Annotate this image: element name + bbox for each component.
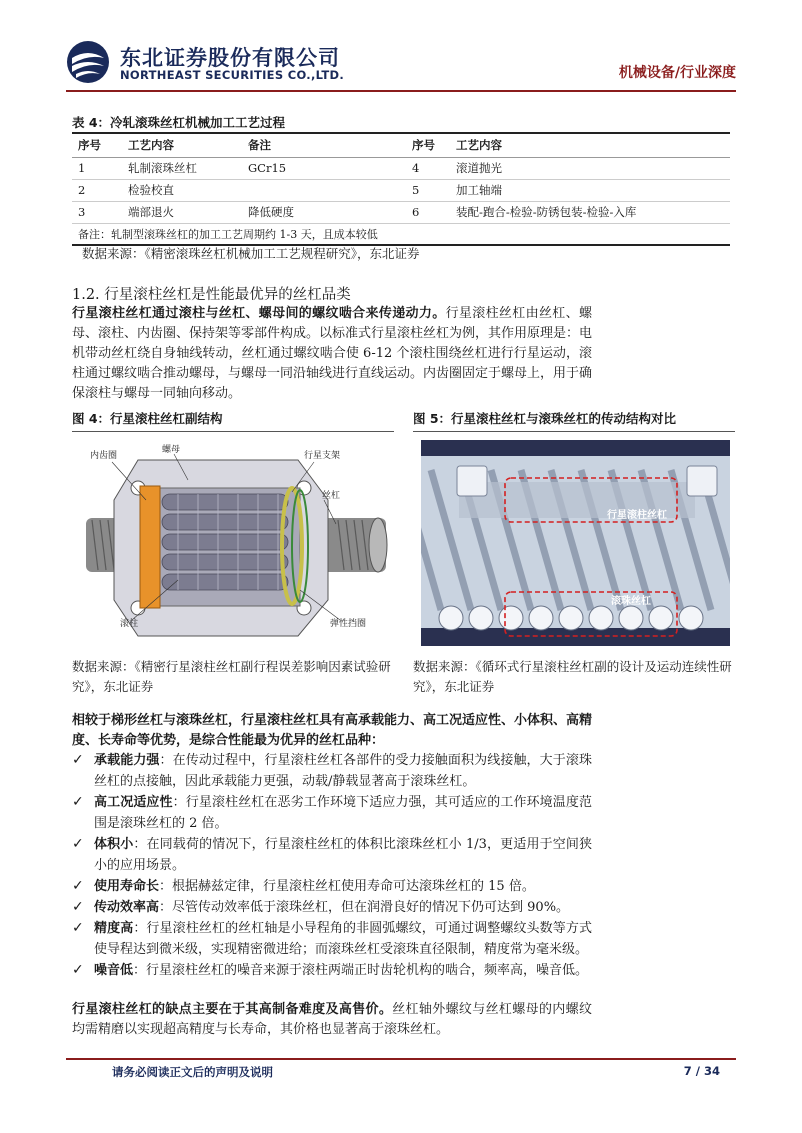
page-header — [66, 38, 736, 88]
list-item — [72, 834, 592, 876]
section-paragraph — [72, 304, 592, 404]
table-cell: 轧制滚珠丝杠 — [122, 157, 242, 179]
table-cell: 1 — [72, 157, 122, 179]
label-ball-screw: 滚珠丝杠 — [611, 596, 651, 607]
paragraph-text: 行星滚柱丝杠由丝杠、螺母、滚柱、内齿圈、保持架等零部件构成。以标准式行星滚柱丝杠为例，其作用原理是：电机带动丝杠绕自身轴线转动，丝杠通过螺纹啮合使 6-12 个滚柱围绕丝杠进行行星运动，滚柱通过螺纹啮合推动螺母，与螺母一同沿轴线进行直线运动。内齿圈固定于螺母上，用于确保滚柱与螺母一同轴向移动。 — [72, 306, 593, 401]
table-header-cell: 序号 — [406, 133, 450, 157]
table-header-cell: 备注 — [242, 133, 406, 157]
label-ring-gear: 内齿圈 — [90, 451, 118, 461]
check-icon: ✓ — [72, 794, 84, 810]
list-item — [72, 960, 592, 981]
table-cell: 5 — [406, 179, 450, 201]
list-item — [72, 918, 592, 960]
figure-5-source: 数据来源：《循环式行星滚柱丝杠副的设计及运动连续性研究》，东北证券 — [413, 659, 732, 694]
table-header-cell: 序号 — [72, 133, 122, 157]
list-item-title: 噪音低 — [94, 963, 134, 978]
label-screw: 丝杠 — [322, 491, 341, 501]
list-item-text: ：在同载荷的情况下，行星滚柱丝杠的体积比滚珠丝杠小 1/3，更适用于空间狭小的应用场景。 — [94, 837, 592, 873]
planetary-roller-screw-diagram — [78, 440, 396, 650]
list-item-title: 承载能力强 — [94, 753, 160, 768]
figure-4-title: 图 4：行星滚柱丝杠副结构 — [72, 409, 394, 432]
table-header-cell: 工艺内容 — [450, 133, 730, 157]
list-item-title: 传动效率高 — [94, 900, 160, 915]
figure-5-title: 图 5：行星滚柱丝杠与滚珠丝杠的传动结构对比 — [413, 409, 735, 432]
table-row — [72, 201, 730, 223]
list-item-text: ：行星滚柱丝杠的丝杠轴是小导程角的非圆弧螺纹，可通过调整螺纹头数等方式使导程达到微米级，实现精密微进给；而滚珠丝杠受滚珠直径限制，精度常为毫米级。 — [94, 921, 592, 957]
check-icon: ✓ — [72, 878, 84, 894]
list-item-text: ：尽管传动效率低于滚珠丝杠，但在润滑良好的情况下仍可达到 90%。 — [159, 900, 570, 915]
check-icon: ✓ — [72, 899, 84, 915]
table-header-row — [72, 133, 730, 157]
process-table — [72, 132, 730, 246]
list-item-title: 精度高 — [94, 921, 134, 936]
footer-disclaimer: 请务必阅读正文后的声明及说明 — [112, 1065, 273, 1079]
table-title: 表 4：冷轧滚珠丝杠机械加工工艺过程 — [72, 115, 286, 130]
label-roller: 滚柱 — [120, 619, 139, 629]
footer-divider — [66, 1058, 736, 1060]
list-item — [72, 750, 592, 792]
table-cell: 4 — [406, 157, 450, 179]
label-nut: 螺母 — [162, 445, 181, 455]
screw-comparison-photo — [421, 440, 730, 646]
paragraph-lead: 行星滚柱丝杠通过滚柱与丝杠、螺母间的螺纹啮合来传递动力。 — [72, 306, 446, 321]
figure-4-source: 数据来源：《精密行星滚柱丝杠副行程误差影响因素试验研究》，东北证券 — [72, 659, 391, 694]
label-roller-screw: 行星滚柱丝杠 — [607, 510, 667, 521]
company-name-en: NORTHEAST SECURITIES CO.,LTD. — [120, 68, 344, 82]
label-carrier: 行星支架 — [304, 451, 341, 461]
page-number: 7 / 34 — [683, 1064, 720, 1078]
table-header-cell: 工艺内容 — [122, 133, 242, 157]
list-item — [72, 876, 592, 897]
table-cell: 检验校直 — [122, 179, 242, 201]
table-cell: 3 — [72, 201, 122, 223]
advantages-list — [72, 750, 592, 981]
drawback-paragraph — [72, 1000, 592, 1040]
table-row — [72, 179, 730, 201]
table-cell: 6 — [406, 201, 450, 223]
check-icon: ✓ — [72, 920, 84, 936]
table-cell: GCr15 — [242, 157, 406, 179]
report-category: 机械设备/行业深度 — [618, 65, 736, 81]
drawback-lead: 行星滚柱丝杠的缺点主要在于其高制备难度及高售价。 — [72, 1002, 393, 1017]
list-item-text: ：根据赫兹定律，行星滚柱丝杠使用寿命可达滚珠丝杠的 15 倍。 — [159, 879, 535, 894]
table-cell — [242, 179, 406, 201]
advantages-intro-text: 相较于梯形丝杠与滚珠丝杠，行星滚柱丝杠具有高承载能力、高工况适应性、小体积、高精度、长寿命等优势，是综合性能最为优异的丝杠品种： — [72, 713, 593, 748]
list-item-text: ：行星滚柱丝杠在恶劣工作环境下适应力强，其可适应的工作环境温度范围是滚珠丝杠的 2 倍。 — [94, 795, 592, 831]
table-note-row — [72, 223, 730, 245]
table-cell: 滚道抛光 — [450, 157, 730, 179]
check-icon: ✓ — [72, 752, 84, 768]
drawback-text: 丝杠轴外螺纹与丝杠螺母的内螺纹均需精磨以实现超高精度与长寿命，其价格也显著高于滚珠丝杠。 — [72, 1002, 592, 1037]
company-name-cn: 东北证券股份有限公司 — [120, 46, 340, 70]
table-row — [72, 157, 730, 179]
list-item-title: 体积小 — [94, 837, 134, 852]
list-item-title: 高工况适应性 — [94, 795, 173, 810]
table-note: 备注：轧制型滚珠丝杠的加工工艺周期约 1-3 天，且成本较低 — [72, 223, 730, 245]
table-cell: 降低硬度 — [242, 201, 406, 223]
table-source: 数据来源：《精密滚珠丝杠机械加工工艺规程研究》，东北证券 — [82, 246, 420, 261]
list-item-text: ：在传动过程中，行星滚柱丝杠各部件的受力接触面积为线接触，大于滚珠丝杠的点接触，因此承载能力更强，动载/静载显著高于滚珠丝杠。 — [94, 753, 592, 789]
table-cell: 端部退火 — [122, 201, 242, 223]
table-cell: 2 — [72, 179, 122, 201]
table-cell: 装配-跑合-检验-防锈包装-检验-入库 — [450, 201, 730, 223]
list-item — [72, 792, 592, 834]
check-icon: ✓ — [72, 836, 84, 852]
label-retainer: 弹性挡圈 — [330, 619, 367, 629]
list-item-text: ：行星滚柱丝杠的噪音来源于滚柱两端正时齿轮机构的啮合，频率高，噪音低。 — [133, 963, 589, 978]
company-logo-icon — [66, 40, 110, 84]
table-cell: 加工轴端 — [450, 179, 730, 201]
list-item-title: 使用寿命长 — [94, 879, 160, 894]
check-icon: ✓ — [72, 962, 84, 978]
section-title: 1.2. 行星滚柱丝杠是性能最优异的丝杠品类 — [72, 287, 351, 303]
header-divider — [66, 90, 736, 92]
list-item — [72, 897, 592, 918]
advantages-intro — [72, 711, 592, 751]
